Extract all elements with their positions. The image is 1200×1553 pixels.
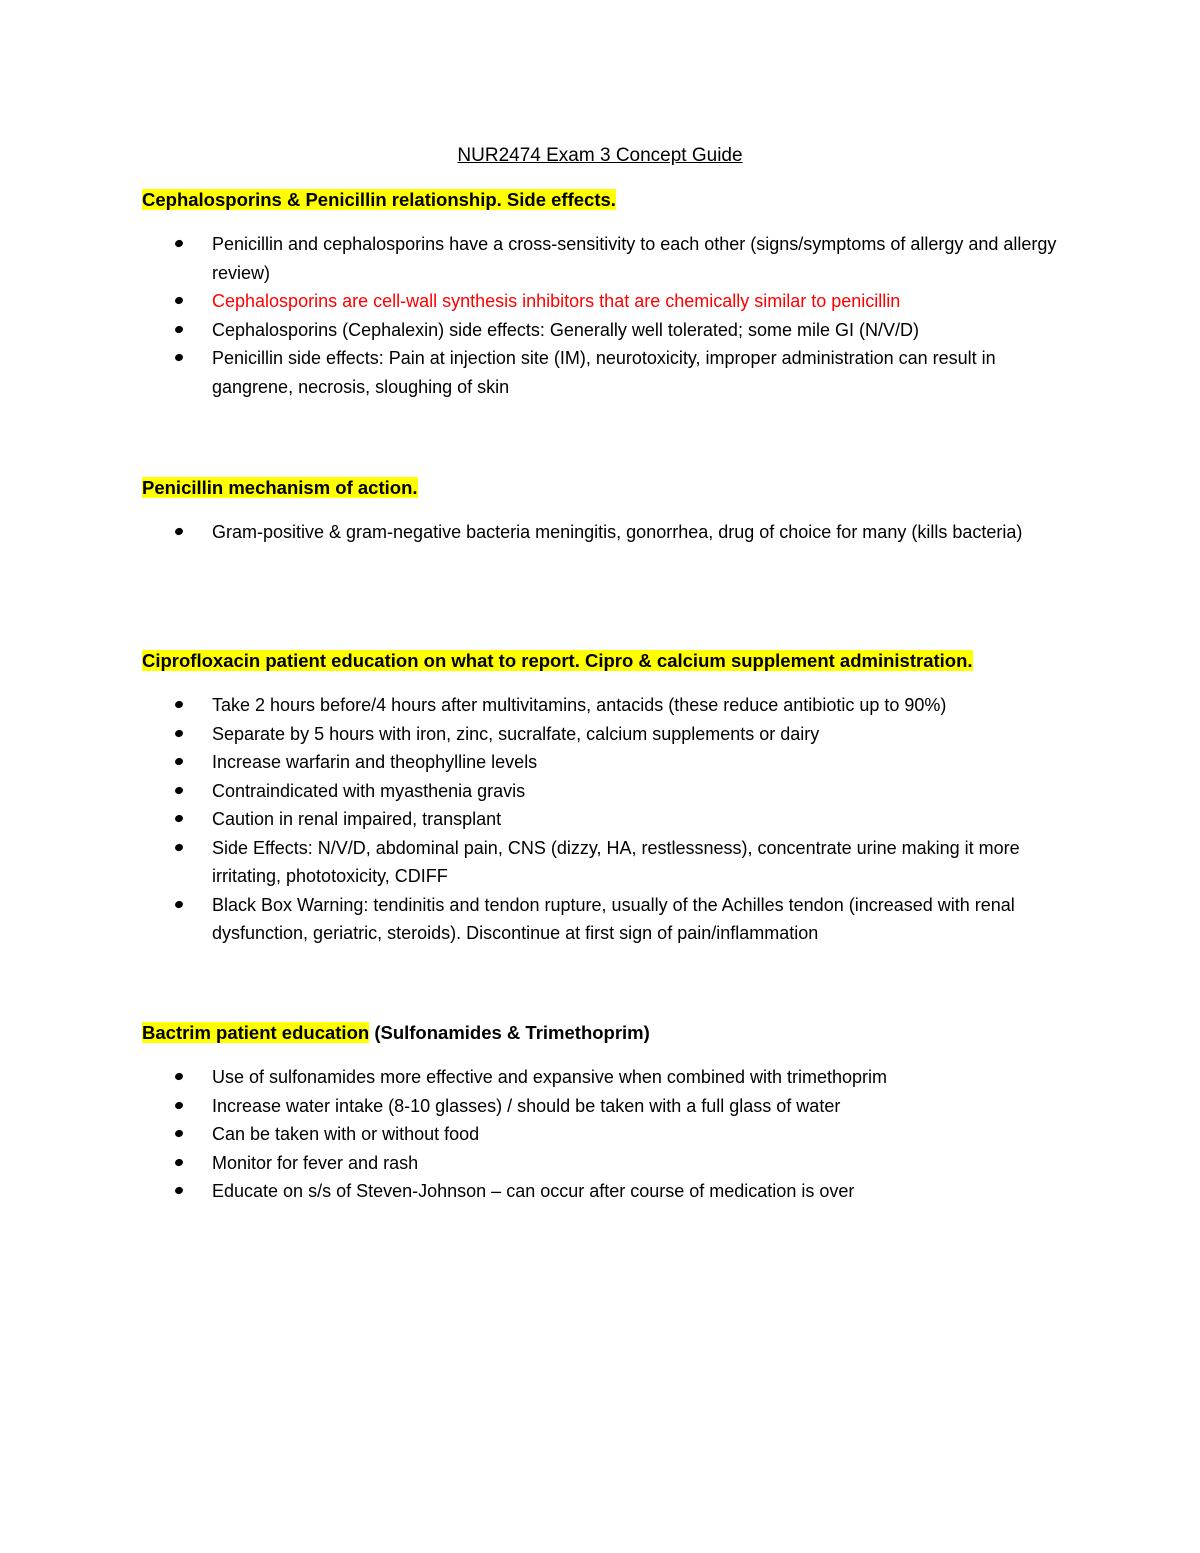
list-item: Black Box Warning: tendinitis and tendon rupture, usually of the Achilles tendon (increased with renal dysfunction, geriatric, steroids). Discontinue at first sign of pain/inflammation	[142, 891, 1062, 948]
bullet-list	[142, 518, 1062, 547]
section-cephalosporins-penicillin	[142, 188, 1062, 401]
bullet-icon	[174, 1157, 184, 1166]
bullet-icon	[174, 757, 184, 766]
bullet-icon	[174, 324, 184, 333]
section-heading: Cephalosporins & Penicillin relationship. Side effects.	[142, 189, 616, 210]
list-item: Penicillin and cephalosporins have a cross-sensitivity to each other (signs/symptoms of allergy and allergy review)	[142, 230, 1062, 287]
list-item: Increase water intake (8-10 glasses) / should be taken with a full glass of water	[142, 1092, 1062, 1121]
bullet-list	[142, 691, 1062, 948]
section-heading: Bactrim patient education	[142, 1022, 370, 1043]
bullet-icon	[174, 353, 184, 362]
bullet-icon	[174, 527, 184, 536]
list-item: Take 2 hours before/4 hours after multivitamins, antacids (these reduce antibiotic up to 90%)	[142, 691, 1062, 720]
section-bactrim	[142, 1021, 1062, 1206]
section-ciprofloxacin	[142, 649, 1062, 948]
list-item: Caution in renal impaired, transplant	[142, 805, 1062, 834]
list-item: Gram-positive & gram-negative bacteria meningitis, gonorrhea, drug of choice for many (kills bacteria)	[142, 518, 1062, 547]
bullet-icon	[174, 296, 184, 305]
bullet-icon	[174, 842, 184, 851]
list-item: Monitor for fever and rash	[142, 1149, 1062, 1178]
bullet-icon	[174, 1186, 184, 1195]
section-penicillin-mechanism	[142, 476, 1062, 547]
list-item: Can be taken with or without food	[142, 1120, 1062, 1149]
bullet-icon	[174, 785, 184, 794]
list-item: Separate by 5 hours with iron, zinc, sucralfate, calcium supplements or dairy	[142, 720, 1062, 749]
bullet-icon	[174, 728, 184, 737]
bullet-list	[142, 1063, 1062, 1206]
bullet-icon	[174, 814, 184, 823]
section-heading: Ciprofloxacin patient education on what to report. Cipro & calcium supplement administration.	[142, 650, 973, 671]
list-item: Use of sulfonamides more effective and expansive when combined with trimethoprim	[142, 1063, 1062, 1092]
bullet-icon	[174, 700, 184, 709]
list-item: Cephalosporins (Cephalexin) side effects: Generally well tolerated; some mile GI (N/V/D)	[142, 316, 1062, 345]
list-item: Contraindicated with myasthenia gravis	[142, 777, 1062, 806]
list-item: Side Effects: N/V/D, abdominal pain, CNS (dizzy, HA, restlessness), concentrate urine making it more irritating, phototoxicity, CDIFF	[142, 834, 1062, 891]
list-item: Increase warfarin and theophylline levels	[142, 748, 1062, 777]
document-title: NUR2474 Exam 3 Concept Guide	[457, 145, 743, 166]
list-item: Penicillin side effects: Pain at injection site (IM), neurotoxicity, improper administration can result in gangrene, necrosis, sloughing of skin	[142, 344, 1062, 401]
list-item: Educate on s/s of Steven-Johnson – can occur after course of medication is over	[142, 1177, 1062, 1206]
bullet-icon	[174, 1100, 184, 1109]
bullet-icon	[174, 1072, 184, 1081]
bullet-icon	[174, 1129, 184, 1138]
section-heading-suffix: (Sulfonamides & Trimethoprim)	[369, 1022, 650, 1043]
bullet-icon	[174, 239, 184, 248]
section-heading: Penicillin mechanism of action.	[142, 477, 418, 498]
bullet-list	[142, 230, 1062, 401]
list-item: Cephalosporins are cell-wall synthesis inhibitors that are chemically similar to penicillin	[142, 287, 1062, 316]
bullet-icon	[174, 899, 184, 908]
